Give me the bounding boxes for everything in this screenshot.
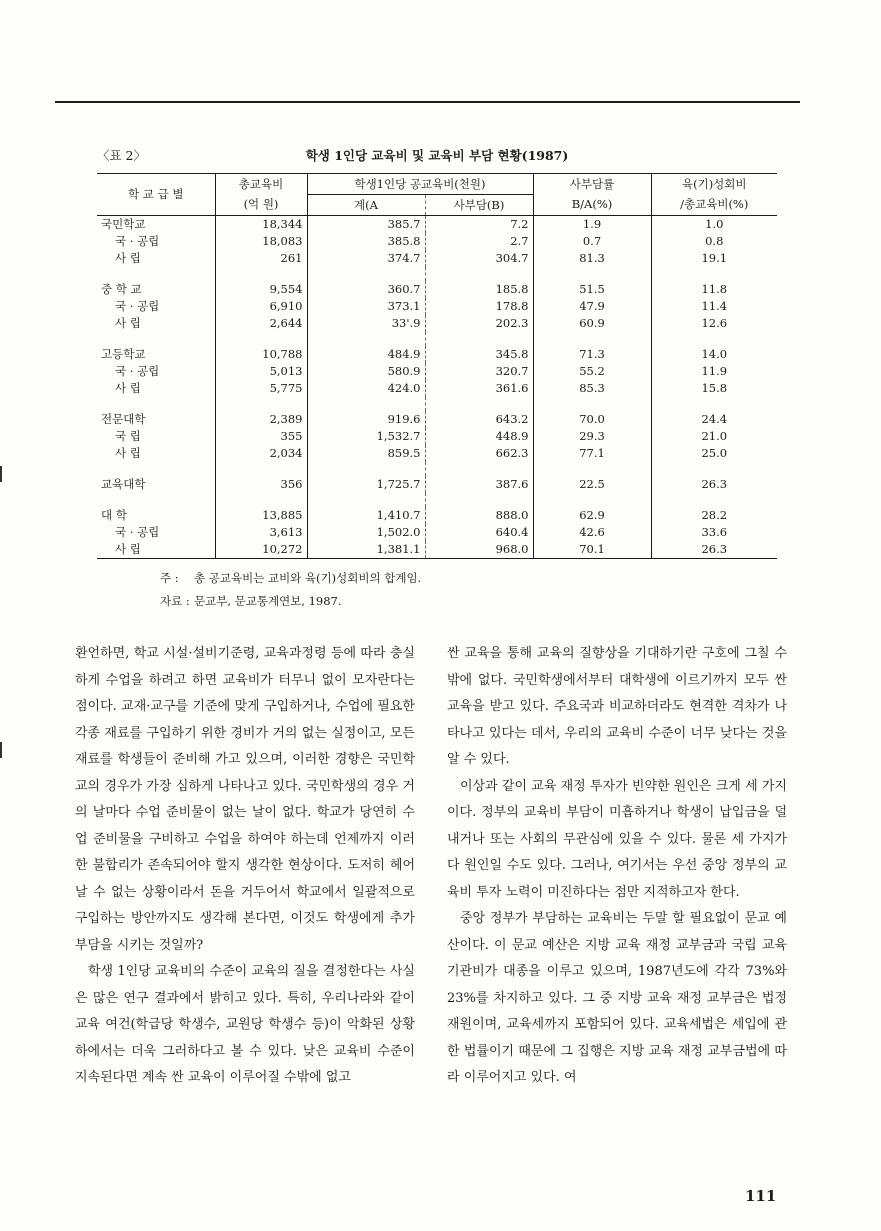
row-label: 국 립: [115, 429, 141, 443]
burden-ratio-cell: 47.9: [533, 298, 651, 315]
per-student-cell: 385.8: [307, 233, 425, 250]
pta-ratio-cell: 0.8: [651, 233, 777, 250]
pta-ratio-cell: 14.0: [651, 346, 777, 363]
per-student-cell: 919.6: [307, 411, 425, 428]
total-cost-cell: 2,034: [215, 445, 307, 462]
row-label: 사 립: [115, 381, 141, 395]
per-student-cell: 374.7: [307, 250, 425, 267]
private-burden-cell: 185.8: [425, 281, 533, 298]
table-row: [97, 445, 777, 462]
row-label: 국 · 공립: [115, 525, 160, 539]
scan-edge-mark: [0, 742, 2, 758]
table-row: [97, 298, 777, 315]
burden-ratio-cell: 1.9: [533, 216, 651, 234]
burden-ratio-cell: 29.3: [533, 428, 651, 445]
row-label: 전문대학: [101, 412, 146, 426]
per-student-cell: 859.5: [307, 445, 425, 462]
header-ratio-line1: 사부담률: [533, 174, 651, 195]
burden-ratio-cell: 22.5: [533, 476, 651, 493]
pta-ratio-cell: 19.1: [651, 250, 777, 267]
header-pta-line1: 육(기)성회비: [651, 174, 777, 195]
pta-ratio-cell: 12.6: [651, 315, 777, 332]
body-column-right: [447, 641, 787, 1092]
private-burden-cell: 361.6: [425, 380, 533, 397]
private-burden-cell: 7.2: [425, 216, 533, 234]
source-label: 자료 :: [160, 594, 190, 608]
total-cost-cell: 2,644: [215, 315, 307, 332]
burden-ratio-cell: 0.7: [533, 233, 651, 250]
row-label: 고등학교: [101, 347, 146, 361]
per-student-cell: 580.9: [307, 363, 425, 380]
row-label: 사 립: [115, 251, 141, 265]
total-cost-cell: 10,272: [215, 541, 307, 559]
row-label: 사 립: [115, 316, 141, 330]
header-total-line1: 총교육비: [215, 174, 307, 195]
pta-ratio-cell: 21.0: [651, 428, 777, 445]
per-student-cell: 484.9: [307, 346, 425, 363]
table-note: [160, 567, 421, 590]
row-label: 대 학: [101, 508, 127, 522]
table-row: [97, 524, 777, 541]
note-label: 주 :: [160, 571, 179, 585]
total-cost-cell: 355: [215, 428, 307, 445]
table-title: 학생 1인당 교육비 및 교육비 부담 현황(1987): [305, 148, 569, 163]
burden-ratio-cell: 42.6: [533, 524, 651, 541]
private-burden-cell: 202.3: [425, 315, 533, 332]
header-ratio-line2: B/A(%): [533, 195, 651, 216]
pta-ratio-cell: 26.3: [651, 541, 777, 559]
private-burden-cell: 320.7: [425, 363, 533, 380]
per-student-cell: 385.7: [307, 216, 425, 234]
body-paragraph: 학생 1인당 교육비의 수준이 교육의 질을 결정한다는 사실은 많은 연구 결과에서 밝히고 있다. 특히, 우리나라와 같이 교육 여건(학급당 학생수, 교원당 학생수 등)이 악화된 상황하에서는 더욱 그러하다고 볼 수 있다. 낮은 교육비 수준이 지속된다면 계속 싼 교육이 이루어질 수밖에 없고: [75, 964, 415, 1085]
private-burden-cell: 662.3: [425, 445, 533, 462]
table-row: [97, 541, 777, 559]
header-rule: [55, 101, 800, 103]
total-cost-cell: 6,910: [215, 298, 307, 315]
table-row: [97, 281, 777, 298]
body-paragraph: 환언하면, 학교 시설·설비기준령, 교육과정령 등에 따라 충실하게 수업을 하려고 하면 교육비가 터무니 없이 모자란다는 점이다. 교재·교구를 기준에 맞게 구입하거나, 수업에 필요한 각종 재료를 구입하기 위한 경비가 거의 없는 실정이고, 모든 재료를 학생들이 준비해 가고 있으며, 이러한 경향은 국민학교의 경우가 가장 심하게 나타나고 있다. 국민학생의 경우 거의 날마다 수업 준비물이 없는 날이 없다. 학교가 당연히 수업 준비물을 구비하고 수업을 하여야 하는데 언제까지 이러한 불합리가 존속되어야 할지 생각한 현상이다. 도저히 헤어날 수 없는 상황이라서 돈을 거두어서 학교에서 일괄적으로 구입하는 방안까지도 생각해 본다면, 이것도 학생에게 추가 부담을 시키는 것일까?: [75, 646, 415, 953]
body-paragraph: 중앙 정부가 부담하는 교육비는 두말 할 필요없이 문교 예산이다. 이 문교 예산은 지방 교육 재정 교부금과 국립 교육 기관비가 대종을 이루고 있으며, 1987년도에 각각 73%와 23%를 차지하고 있다. 그 중 지방 교육 재정 교부금은 법정 재원이며, 교육세까지 포함되어 있다. 교육세법은 세입에 관한 법률이기 때문에 그 집행은 지방 교육 재정 교부금법에 따라 이루어지고 있다. 여: [447, 911, 787, 1085]
private-burden-cell: 2.7: [425, 233, 533, 250]
per-student-cell: 1,725.7: [307, 476, 425, 493]
total-cost-cell: 13,885: [215, 507, 307, 524]
total-cost-cell: 2,389: [215, 411, 307, 428]
burden-ratio-cell: 77.1: [533, 445, 651, 462]
per-student-cell: 424.0: [307, 380, 425, 397]
table-row: [97, 363, 777, 380]
education-cost-table: [97, 173, 777, 559]
burden-ratio-cell: 51.5: [533, 281, 651, 298]
pta-ratio-cell: 11.4: [651, 298, 777, 315]
body-paragraph: 싼 교육을 통해 교육의 질향상을 기대하기란 구호에 그칠 수밖에 없다. 국민학생에서부터 대학생에 이르기까지 모두 싼 교육을 받고 있다. 주요국과 비교하더라도 현격한 격차가 나타나고 있다는 데서, 우리의 교육비 수준이 너무 낮다는 것을 알 수 있다.: [447, 646, 787, 767]
page-number: 111: [745, 1187, 777, 1205]
table-row: [97, 250, 777, 267]
private-burden-cell: 640.4: [425, 524, 533, 541]
group-spacer: [97, 332, 777, 346]
burden-ratio-cell: 85.3: [533, 380, 651, 397]
pta-ratio-cell: 11.8: [651, 281, 777, 298]
per-student-cell: 1,502.0: [307, 524, 425, 541]
private-burden-cell: 178.8: [425, 298, 533, 315]
row-label: 중 학 교: [101, 282, 142, 296]
row-label: 사 립: [115, 446, 141, 460]
burden-ratio-cell: 70.1: [533, 541, 651, 559]
total-cost-cell: 18,344: [215, 216, 307, 234]
row-label: 국 · 공립: [115, 299, 160, 313]
body-paragraph: 이상과 같이 교육 재정 투자가 빈약한 원인은 크게 세 가지이다. 정부의 교육비 부담이 미흡하거나 학생이 납입금을 덜 내거나 또는 사회의 무관심에 있을 수 있다. 물론 세 가지가 다 원인일 수도 있다. 그러나, 여기서는 우선 중앙 정부의 교육비 투자 노력이 미진하다는 점만 지적하고자 한다.: [447, 778, 787, 900]
header-private-burden: 사부담(B): [425, 195, 533, 216]
row-label: 국 · 공립: [115, 364, 160, 378]
body-column-left: [75, 641, 415, 1092]
total-cost-cell: 9,554: [215, 281, 307, 298]
total-cost-cell: 18,083: [215, 233, 307, 250]
pta-ratio-cell: 25.0: [651, 445, 777, 462]
per-student-cell: 1,381.1: [307, 541, 425, 559]
header-category: 학 교 급 별: [97, 174, 215, 216]
per-student-cell: 33'.9: [307, 315, 425, 332]
header-per-student-total: 계(A: [307, 195, 425, 216]
source-text: 문교부, 문교통계연보, 1987.: [194, 594, 342, 608]
total-cost-cell: 3,613: [215, 524, 307, 541]
group-spacer: [97, 462, 777, 476]
burden-ratio-cell: 81.3: [533, 250, 651, 267]
table-row: [97, 216, 777, 234]
pta-ratio-cell: 11.9: [651, 363, 777, 380]
table-row: [97, 507, 777, 524]
group-spacer: [97, 267, 777, 281]
private-burden-cell: 387.6: [425, 476, 533, 493]
private-burden-cell: 643.2: [425, 411, 533, 428]
scan-edge-mark: [0, 466, 2, 482]
row-label: 국 · 공립: [115, 234, 160, 248]
burden-ratio-cell: 60.9: [533, 315, 651, 332]
table-notes: [160, 567, 421, 613]
per-student-cell: 360.7: [307, 281, 425, 298]
private-burden-cell: 448.9: [425, 428, 533, 445]
private-burden-cell: 304.7: [425, 250, 533, 267]
burden-ratio-cell: 62.9: [533, 507, 651, 524]
pta-ratio-cell: 26.3: [651, 476, 777, 493]
note-text: 총 공교육비는 교비와 육(기)성회비의 합계임.: [194, 571, 422, 585]
table-row: [97, 380, 777, 397]
per-student-cell: 1,410.7: [307, 507, 425, 524]
total-cost-cell: 10,788: [215, 346, 307, 363]
total-cost-cell: 356: [215, 476, 307, 493]
per-student-cell: 373.1: [307, 298, 425, 315]
burden-ratio-cell: 70.0: [533, 411, 651, 428]
table-row: [97, 411, 777, 428]
table-row: [97, 428, 777, 445]
total-cost-cell: 5,775: [215, 380, 307, 397]
header-pta-line2: /총교육비(%): [651, 195, 777, 216]
table-row: [97, 233, 777, 250]
pta-ratio-cell: 33.6: [651, 524, 777, 541]
table-row: [97, 346, 777, 363]
table-row: [97, 315, 777, 332]
private-burden-cell: 888.0: [425, 507, 533, 524]
pta-ratio-cell: 15.8: [651, 380, 777, 397]
private-burden-cell: 968.0: [425, 541, 533, 559]
table-row: [97, 476, 777, 493]
pta-ratio-cell: 1.0: [651, 216, 777, 234]
pta-ratio-cell: 28.2: [651, 507, 777, 524]
total-cost-cell: 261: [215, 250, 307, 267]
row-label: 국민학교: [101, 217, 146, 231]
table-number: 〈표 2〉: [97, 148, 147, 163]
burden-ratio-cell: 71.3: [533, 346, 651, 363]
row-label: 사 립: [97, 541, 215, 559]
per-student-cell: 1,532.7: [307, 428, 425, 445]
pta-ratio-cell: 24.4: [651, 411, 777, 428]
group-spacer: [97, 397, 777, 411]
group-spacer: [97, 493, 777, 507]
burden-ratio-cell: 55.2: [533, 363, 651, 380]
header-total-line2: (억 원): [215, 195, 307, 216]
header-per-student-group: 학생1인당 공교육비(천원): [307, 174, 533, 195]
table-caption: [97, 146, 777, 166]
private-burden-cell: 345.8: [425, 346, 533, 363]
table-source: [160, 590, 421, 613]
row-label: 교육대학: [101, 477, 146, 491]
total-cost-cell: 5,013: [215, 363, 307, 380]
